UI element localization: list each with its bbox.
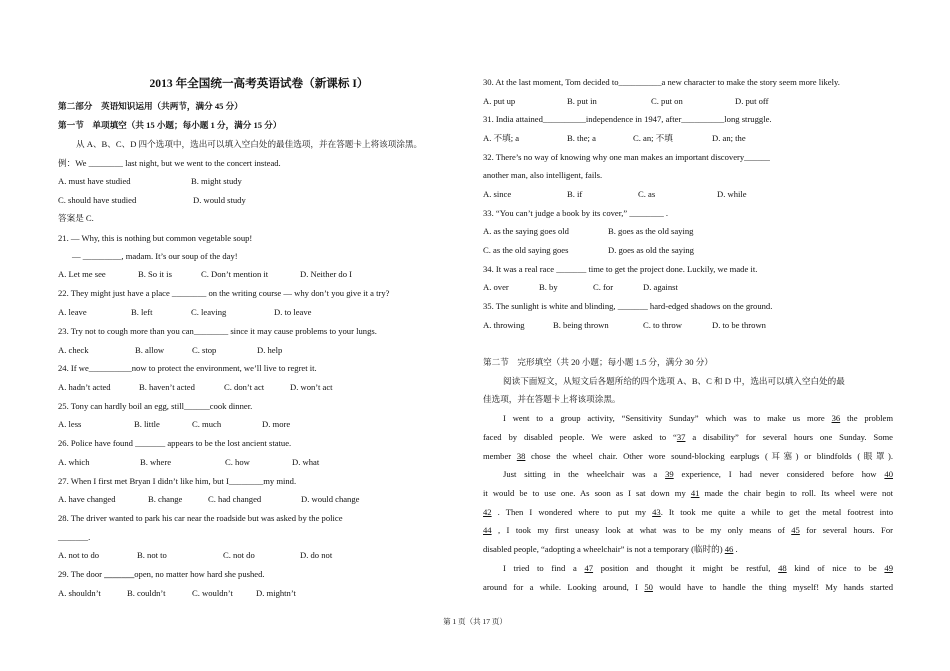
question-30-option-c: C. put on xyxy=(651,96,683,106)
question-35-option-c: C. to throw xyxy=(643,320,682,330)
question-35-option-b: B. being thrown xyxy=(553,320,609,330)
blank-47: 47 xyxy=(584,563,594,573)
question-34-option-c: C. for xyxy=(593,282,614,292)
question-23-option-c: C. stop xyxy=(192,345,217,355)
question-30-option-a: A. put up xyxy=(483,96,516,106)
question-25-option-d: D. more xyxy=(262,419,291,429)
question-26-option-b: B. where xyxy=(140,457,172,467)
part-heading: 第二部分 英语知识运用（共两节，满分 45 分） xyxy=(58,101,243,111)
section2-instructions-line1: 阅读下面短文，从短文后各题所给的四个选项 A、B、C 和 D 中，选出可以填入空白处的最 xyxy=(503,376,845,386)
passage-line-10: around for a while. Looking around, I 50 would have to handle the thing myself! My hands started xyxy=(483,582,894,592)
question-31-option-a: A. 不填; a xyxy=(483,133,520,143)
section2-instructions-line2: 佳选项，并在答题卡上将该项涂黑。 xyxy=(483,394,621,404)
blank-38: 38 xyxy=(516,451,526,461)
blank-49: 49 xyxy=(884,563,894,573)
question-31-stem: 31. India attained__________independence in 1947, after__________long struggle. xyxy=(483,114,772,124)
question-34-option-d: D. against xyxy=(643,282,678,292)
blank-43: 43 xyxy=(652,507,661,517)
question-22-option-a: A. leave xyxy=(58,307,87,317)
question-26-stem: 26. Police have found _______ appears to be the lost ancient statue. xyxy=(58,438,292,448)
passage-line-2: faced by disabled people. We were asked to “37 a disability” for several hours one Sunday. Some xyxy=(483,432,893,442)
question-23-stem: 23. Try not to cough more than you can________ since it may cause problems to your lungs. xyxy=(58,326,377,336)
question-26-option-c: C. how xyxy=(225,457,250,467)
question-21-stem: 21. — Why, this is nothing but common vegetable soup! xyxy=(58,233,253,243)
question-28-option-c: C. not do xyxy=(223,550,255,560)
question-23-option-b: B. allow xyxy=(135,345,165,355)
passage-line-3: member 38 chose the wheel chair. Other wore sound-blocking earplugs (耳塞) or blindfolds (眼罩). xyxy=(483,451,893,461)
blank-37: 37 xyxy=(676,432,686,442)
question-29-option-c: C. wouldn’t xyxy=(192,588,233,598)
section1-instructions: 从 A、B、C、D 四个选项中，选出可以填入空白处的最佳选项，并在答题卡上将该项涂黑。 xyxy=(76,139,423,149)
question-31-option-c: C. an; 不填 xyxy=(633,133,673,143)
section1-heading: 第一节 单项填空（共 15 小题；每小题 1 分，满分 15 分） xyxy=(58,120,282,130)
question-35-stem: 35. The sunlight is white and blinding, _______ hard-edged shadows on the ground. xyxy=(483,301,773,311)
question-32-option-c: C. as xyxy=(638,189,656,199)
example-option-a: A. must have studied xyxy=(58,176,131,186)
question-23-option-d: D. help xyxy=(257,345,283,355)
example-option-d: D. would study xyxy=(193,195,246,205)
question-32-option-a: A. since xyxy=(483,189,512,199)
question-21-stem2: — _________, madam. It’s our soup of the day! xyxy=(72,251,238,261)
question-33-option-a: A. as the saying goes old xyxy=(483,226,569,236)
blank-39: 39 xyxy=(665,469,674,479)
question-29-option-b: B. couldn’t xyxy=(127,588,166,598)
question-31-option-b: B. the; a xyxy=(567,133,596,143)
question-25-option-b: B. little xyxy=(134,419,160,429)
passage-line-1: I went to a group activity, “Sensitivity Sunday” which was to make us more 36 the problem xyxy=(503,413,893,423)
question-24-option-a: A. hadn’t acted xyxy=(58,382,111,392)
passage-line-7: 44 , I took my first uneasy look at what was to be my only means of 45 for several hours. For xyxy=(483,525,893,535)
question-28-stem: 28. The driver wanted to park his car near the roadside but was asked by the police xyxy=(58,513,343,523)
question-32-option-b: B. if xyxy=(567,189,583,199)
question-27-option-c: C. had changed xyxy=(208,494,262,504)
blank-50: 50 xyxy=(644,582,653,592)
question-22-option-b: B. left xyxy=(131,307,153,317)
passage-line-6: 42 . Then I wondered where to put my 43. It took me quite a while to get the metal footrest into xyxy=(483,507,894,517)
example-option-b: B. might study xyxy=(191,176,242,186)
question-25-stem: 25. Tony can hardly boil an egg, still______cook dinner. xyxy=(58,401,253,411)
question-23-option-a: A. check xyxy=(58,345,89,355)
question-34-option-b: B. by xyxy=(539,282,558,292)
question-25-option-a: A. less xyxy=(58,419,82,429)
paper-title: 2013 年全国统一高考英语试卷（新课标 I） xyxy=(149,77,369,90)
question-22-option-d: D. to leave xyxy=(274,307,312,317)
question-26-option-d: D. what xyxy=(292,457,320,467)
blank-48: 48 xyxy=(778,563,787,573)
question-32-stem: 32. There’s no way of knowing why one man makes an important discovery______ xyxy=(483,152,770,162)
question-21-option-d: D. Neither do I xyxy=(300,269,353,279)
question-27-option-d: D. would change xyxy=(301,494,360,504)
blank-42: 42 xyxy=(483,507,492,517)
question-33-option-d: D. goes as old the saying xyxy=(608,245,694,255)
question-28-option-a: A. not to do xyxy=(58,550,100,560)
question-28-option-b: B. not to xyxy=(137,550,167,560)
example-option-c: C. should have studied xyxy=(58,195,137,205)
blank-36: 36 xyxy=(831,413,841,423)
question-24-option-d: D. won’t act xyxy=(290,382,333,392)
passage-line-5: it would be to use one. As soon as I sat down my 41 made the chair begin to roll. Its wheel were not xyxy=(483,488,893,498)
question-29-option-d: D. mightn’t xyxy=(256,588,296,598)
question-35-option-a: A. throwing xyxy=(483,320,525,330)
question-30-option-b: B. put in xyxy=(567,96,597,106)
question-29-option-a: A. shouldn’t xyxy=(58,588,101,598)
question-30-option-d: D. put off xyxy=(735,96,769,106)
question-28-stem2: _______. xyxy=(58,532,91,542)
page-footer: 第 1 页（共 17 页） xyxy=(443,617,507,626)
question-29-stem: 29. The door _______open, no matter how hard she pushed. xyxy=(58,569,265,579)
blank-41: 41 xyxy=(690,488,700,498)
question-27-option-b: B. change xyxy=(148,494,183,504)
question-25-option-c: C. much xyxy=(192,419,222,429)
question-24-option-b: B. haven’t acted xyxy=(139,382,195,392)
question-21-option-a: A. Let me see xyxy=(58,269,106,279)
example-answer: 答案是 C. xyxy=(58,213,94,223)
question-22-stem: 22. They might just have a place ________ on the writing course — why don’t you give it a try? xyxy=(58,288,390,298)
blank-44: 44 xyxy=(483,525,492,535)
question-30-stem: 30. At the last moment, Tom decided to__________a new character to make the story seem more likely. xyxy=(483,77,840,87)
passage-line-4: Just sitting in the wheelchair was a 39 experience, I had never considered before how 40 xyxy=(503,469,893,479)
question-21-option-c: C. Don’t mention it xyxy=(201,269,269,279)
section2-heading: 第二节 完形填空（共 20 小题；每小题 1.5 分，满分 30 分） xyxy=(483,357,713,367)
passage-line-8: disabled people, “adopting a wheelchair” is not a temporary (临时的) 46 . xyxy=(483,544,738,554)
question-33-option-b: B. goes as the old saying xyxy=(608,226,694,236)
question-27-option-a: A. have changed xyxy=(58,494,116,504)
example-stem: 例：We ________ last night, but we went to the concert instead. xyxy=(58,158,281,168)
question-22-option-c: C. leaving xyxy=(191,307,227,317)
blank-46: 46 xyxy=(724,544,734,554)
question-26-option-a: A. which xyxy=(58,457,90,467)
question-32-option-d: D. while xyxy=(717,189,747,199)
question-34-stem: 34. It was a real race _______ time to get the project done. Luckily, we made it. xyxy=(483,264,758,274)
question-33-stem: 33. “You can’t judge a book by its cover,” ________ . xyxy=(483,208,669,218)
question-32-stem2: another man, also intelligent, fails. xyxy=(483,170,603,180)
passage-line-9: I tried to find a 47 position and thought it might be restful, 48 kind of nice to be 49 xyxy=(503,563,894,573)
blank-40: 40 xyxy=(884,469,893,479)
question-27-stem: 27. When I first met Bryan I didn’t like him, but I________my mind. xyxy=(58,476,297,486)
question-34-option-a: A. over xyxy=(483,282,509,292)
question-33-option-c: C. as the old saying goes xyxy=(483,245,569,255)
question-31-option-d: D. an; the xyxy=(712,133,746,143)
question-24-stem: 24. If we__________now to protect the environment, we’ll live to regret it. xyxy=(58,363,317,373)
question-21-option-b: B. So it is xyxy=(138,269,172,279)
question-35-option-d: D. to be thrown xyxy=(712,320,766,330)
question-24-option-c: C. don’t act xyxy=(224,382,265,392)
blank-45: 45 xyxy=(791,525,800,535)
question-29-blank: _______ xyxy=(104,569,135,579)
question-28-option-d: D. do not xyxy=(300,550,333,560)
